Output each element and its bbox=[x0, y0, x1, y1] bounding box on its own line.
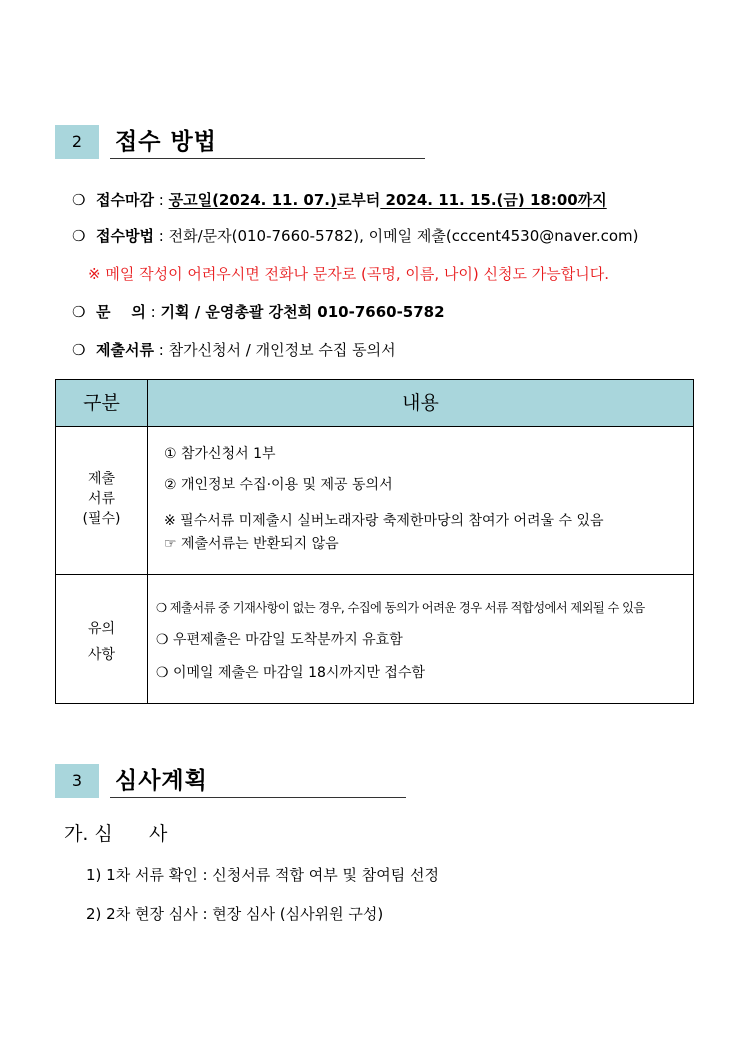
table-header-category: 구분 bbox=[83, 392, 120, 414]
review-step-1: 1) 1차 서류 확인 : 신청서류 적합 여부 및 참여팀 선정 bbox=[86, 866, 439, 884]
deadline-line: ❍ 접수마감 : 공고일(2024. 11. 07.)로부터 2024. 11. 15.(금) 18:00까지 bbox=[72, 191, 607, 209]
inquiry-line: ❍ 문 의 : 기획 / 운영총괄 강천희 010-7660-5782 bbox=[72, 303, 445, 321]
row2-line-3: ❍ 이메일 제출은 마감일 18시까지만 접수함 bbox=[156, 665, 425, 681]
review-step-2: 2) 2차 현장 심사 : 현장 심사 (심사위원 구성) bbox=[86, 905, 384, 923]
method-label: 접수방법 bbox=[96, 227, 154, 245]
table-header-content: 내용 bbox=[402, 392, 439, 414]
section-2-number: 2 bbox=[55, 125, 99, 159]
section-3-number: 3 bbox=[55, 764, 99, 798]
section-2-underline bbox=[110, 158, 425, 159]
row1-line-2: ② 개인정보 수집·이용 및 제공 동의서 bbox=[164, 477, 393, 493]
deadline-mid: 로부터 bbox=[336, 191, 381, 209]
docs-line: ❍ 제출서류 : 참가신청서 / 개인정보 수집 동의서 bbox=[72, 341, 396, 359]
method-value: 전화/문자(010-7660-5782), 이메일 제출(cccent4530@naver.com) bbox=[168, 227, 639, 245]
row2-label: 유의 사항 bbox=[87, 621, 116, 663]
docs-value: 참가신청서 / 개인정보 수집 동의서 bbox=[168, 341, 396, 359]
notice-line: ※ 메일 작성이 어려우시면 전화나 문자로 (곡명, 이름, 나이) 신청도 가능합니다. bbox=[88, 265, 609, 283]
submission-table bbox=[55, 379, 694, 704]
row1-line-3: ※ 필수서류 미제출시 실버노래자랑 축제한마당의 참여가 어려울 수 있음 bbox=[164, 513, 604, 529]
row2-line-1: ❍ 제출서류 중 기재사항이 없는 경우, 수집에 동의가 어려운 경우 서류 적합성에서 제외될 수 있음 bbox=[156, 601, 645, 615]
row1-line-4: ☞ 제출서류는 반환되지 않음 bbox=[164, 536, 339, 552]
deadline-to: 2024. 11. 15.(금) 18:00까지 bbox=[380, 191, 607, 209]
row1-line-1: ① 참가신청서 1부 bbox=[164, 446, 276, 462]
inquiry-label: 문 의 bbox=[96, 303, 146, 321]
method-line: ❍ 접수방법 : 전화/문자(010-7660-5782), 이메일 제출(cccent4530@naver.com) bbox=[72, 227, 639, 245]
deadline-label: 접수마감 bbox=[96, 191, 154, 209]
inquiry-value: 기획 / 운영총괄 강천희 010-7660-5782 bbox=[160, 303, 445, 321]
section-2-title: 접수 방법 bbox=[115, 129, 217, 155]
section-3-underline bbox=[110, 797, 406, 798]
row2-line-2: ❍ 우편제출은 마감일 도착분까지 유효함 bbox=[156, 632, 403, 648]
section-3-subheading: 가. 심 사 bbox=[64, 823, 168, 845]
section-3-title: 심사계획 bbox=[115, 768, 208, 794]
deadline-from: 공고일(2024. 11. 07.) bbox=[168, 191, 337, 209]
row1-label: 제출 서류 (필수) bbox=[82, 471, 121, 527]
docs-label: 제출서류 bbox=[96, 341, 154, 359]
